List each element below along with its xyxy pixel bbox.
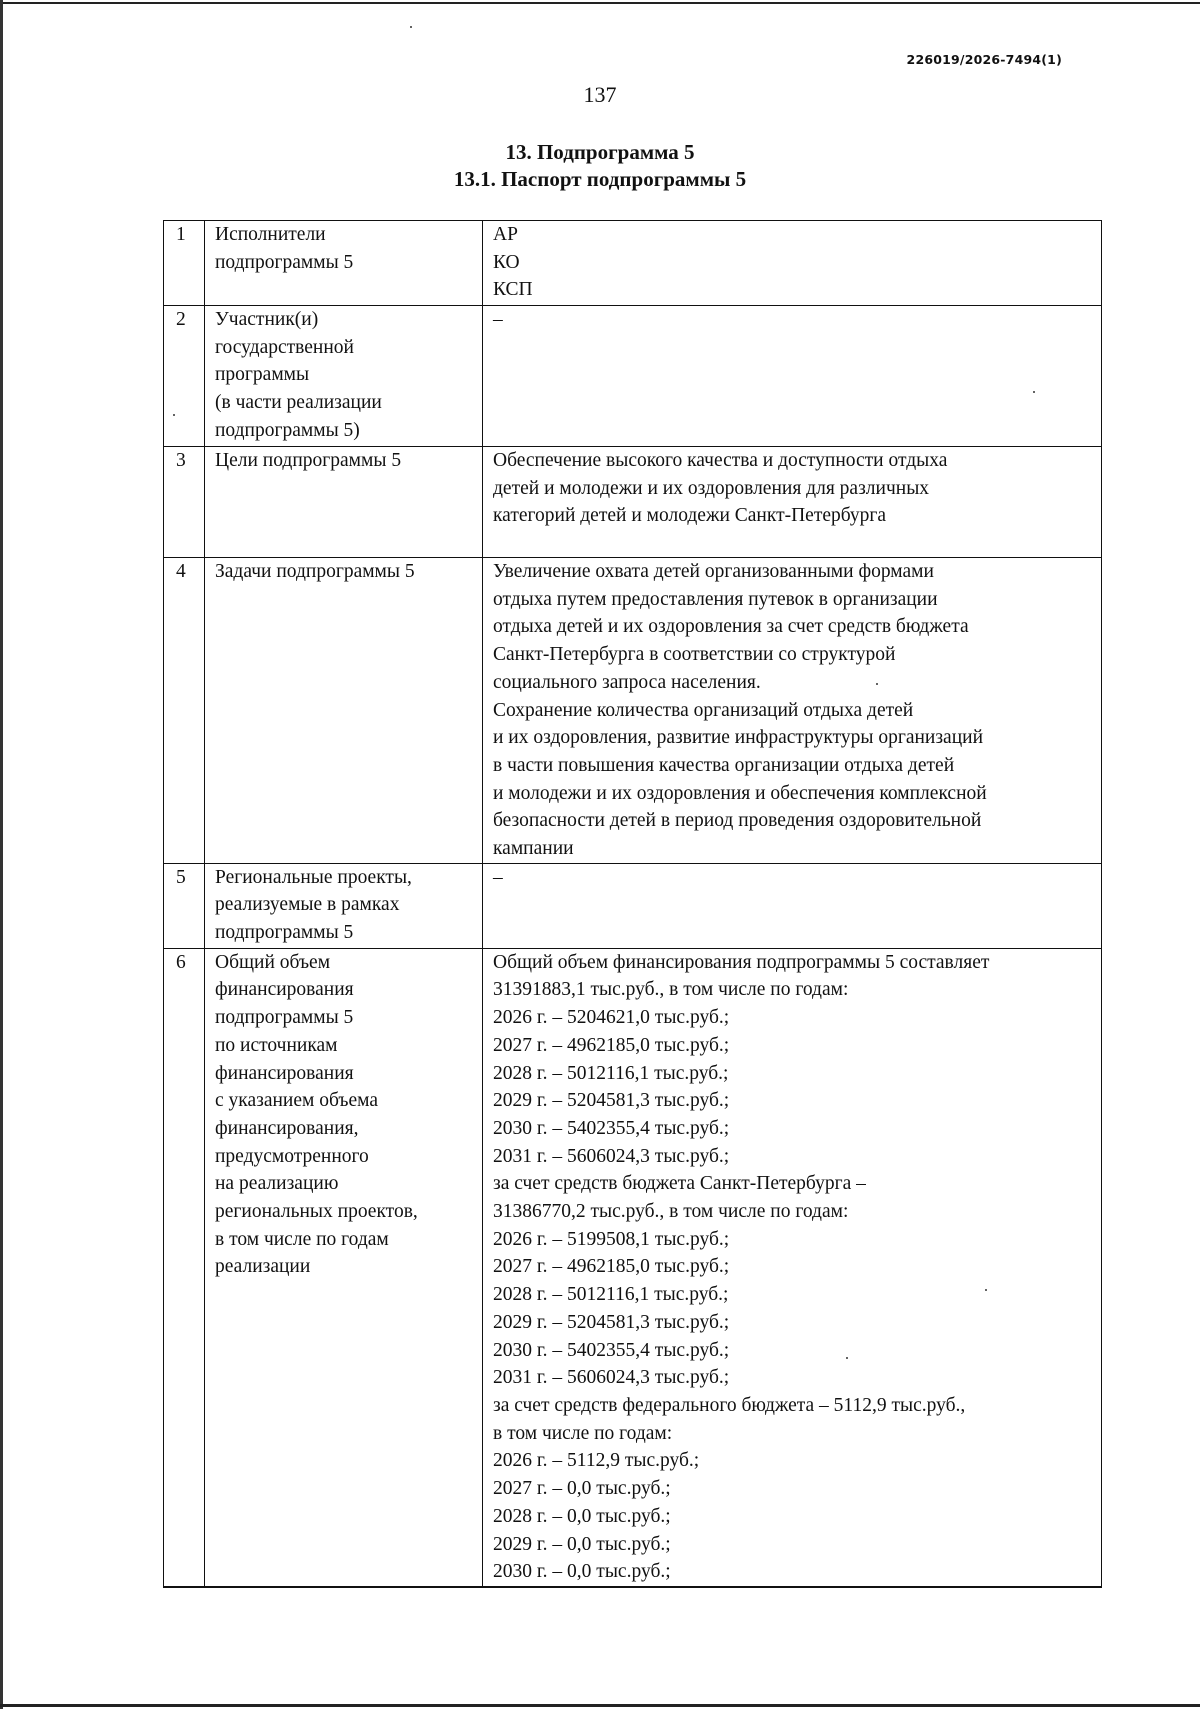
section-heading: 13. Подпрограмма 5: [505, 140, 695, 164]
scan-speck: [876, 683, 878, 685]
subprogram-passport-table: [163, 220, 1102, 1588]
row-number: 6: [164, 948, 205, 1587]
row-value: АР КО КСП: [483, 221, 1102, 306]
row-value: Увеличение охвата детей организованными формами отдыха путем предоставления путевок в организации отдыха детей и их оздоровления за счет средств бюджета Санкт-Петербурга в соответствии со структурой социального запроса населения. Сохранение количества организаций отдыха детей и их оздоровления, развитие инфраструктуры организаций в части повышения качества организации отдыха детей и молодежи и их оздоровления и обеспечения комплексной безопасности детей в период проведения оздоровительной кампании: [483, 558, 1102, 864]
scan-speck: [1033, 391, 1035, 393]
scan-speck: [985, 1289, 987, 1291]
row-value: Обеспечение высокого качества и доступности отдыха детей и молодежи и их оздоровления для различных категорий детей и молодежи Санкт-Петербурга: [483, 447, 1102, 558]
row-number: 4: [164, 558, 205, 864]
row-number: 2: [164, 306, 205, 447]
row-label: Задачи подпрограммы 5: [205, 558, 483, 864]
table-row: [164, 221, 1102, 306]
table-row: [164, 306, 1102, 447]
row-number: 5: [164, 863, 205, 948]
row-label: Общий объем финансирования подпрограммы 5 по источникам финансирования с указанием объема финансирования, предусмотренного на реализацию региональных проектов, в том числе по годам реализации: [205, 948, 483, 1587]
row-number: 1: [164, 221, 205, 306]
scan-speck: [410, 26, 412, 28]
page-number: 137: [583, 82, 617, 107]
row-value: –: [483, 306, 1102, 447]
scan-speck: [846, 1357, 848, 1359]
table-row: [164, 447, 1102, 558]
row-value: Общий объем финансирования подпрограммы 5 составляет 31391883,1 тыс.руб., в том числе по годам: 2026 г. – 5204621,0 тыс.руб.; 2027 г. – 4962185,0 тыс.руб.; 2028 г. – 5012116,1 тыс.руб.; 2029 г. – 5204581,3 тыс.руб.; 2030 г. – 5402355,4 тыс.руб.; 2031 г. – 5606024,3 тыс.руб.; за счет средств бюджета Санкт-Петербурга – 31386770,2 тыс.руб., в том числе по годам: 2026 г. – 5199508,1 тыс.руб.; 2027 г. – 4962185,0 тыс.руб.; 2028 г. – 5012116,1 тыс.руб.; 2029 г. – 5204581,3 тыс.руб.; 2030 г. – 5402355,4 тыс.руб.; 2031 г. – 5606024,3 тыс.руб.; за счет средств федерального бюджета – 5112,9 тыс.руб., в том числе по годам: 2026 г. – 5112,9 тыс.руб.; 2027 г. – 0,0 тыс.руб.; 2028 г. – 0,0 тыс.руб.; 2029 г. – 0,0 тыс.руб.; 2030 г. – 0,0 тыс.руб.;: [483, 948, 1102, 1587]
scan-edge-top: [0, 2, 1200, 4]
scan-edge-left: [0, 0, 3, 1709]
table-row: [164, 558, 1102, 864]
table-row: [164, 863, 1102, 948]
row-label: Цели подпрограммы 5: [205, 447, 483, 558]
row-label: Региональные проекты, реализуемые в рамках подпрограммы 5: [205, 863, 483, 948]
row-number: 3: [164, 447, 205, 558]
row-value: –: [483, 863, 1102, 948]
subsection-heading: 13.1. Паспорт подпрограммы 5: [453, 167, 747, 191]
scan-speck: [173, 414, 175, 416]
table-row: [164, 948, 1102, 1587]
row-label: Исполнители подпрограммы 5: [205, 221, 483, 306]
scan-edge-bottom: [0, 1704, 1200, 1707]
document-registration-number: 226019/2026-7494(1): [906, 52, 1062, 67]
row-label: Участник(и) государственной программы (в части реализации подпрограммы 5): [205, 306, 483, 447]
